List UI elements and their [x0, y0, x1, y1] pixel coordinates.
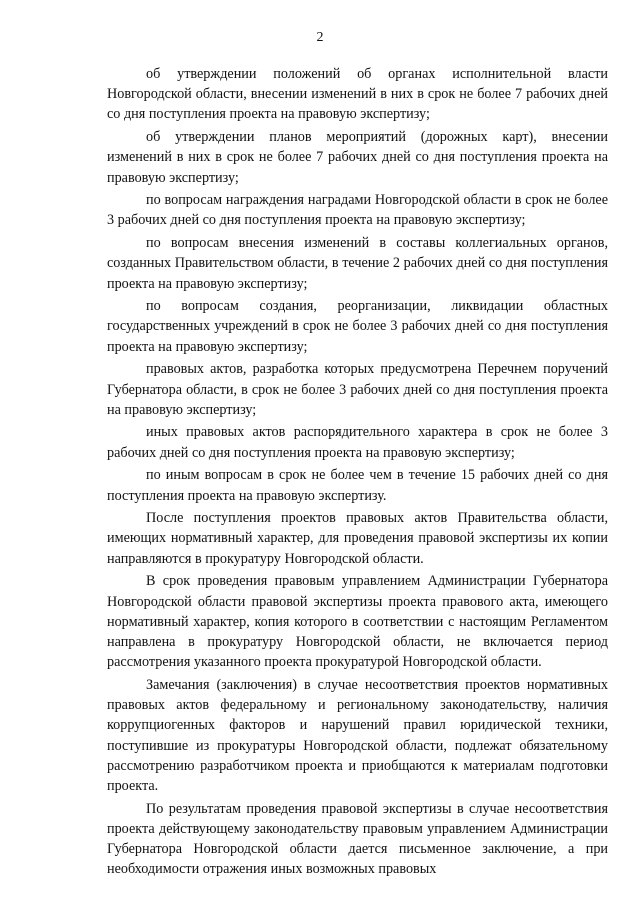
paragraph-written-conclusion: По результатам проведения правовой экспертизы в случае несоответствия проекта действующему законодательству правовым управлением Администрации Губернатора Новгородской области дается письменное заключение, а при необходимости отражения иных возможных правовых: [107, 800, 608, 878]
document-body: [107, 64, 608, 879]
paragraph-state-institutions: по вопросам создания, реорганизации, ликвидации областных государственных учреждений в срок не более 3 рабочих дней со дня поступления проекта на правовую экспертизу;: [107, 298, 608, 355]
paragraph-roadmaps-approval: об утверждении планов мероприятий (дорожных карт), внесении изменений в них в срок не более 7 рабочих дней со дня поступления проекта на правовую экспертизу;: [107, 129, 608, 186]
paragraph-prosecutor-remarks: Замечания (заключения) в случае несоответствия проектов нормативных правовых актов федеральному и региональному законодательству, наличия коррупциогенных факторов и нарушений правил юридической техники, поступившие из прокуратуры Новгородской области, подлежат обязательному рассмотрению разработчиком проекта и приобщаются к материалам подготовки проекта.: [107, 676, 608, 794]
paragraph-collegial-bodies: по вопросам внесения изменений в составы коллегиальных органов, созданных Правительством области, в течение 2 рабочих дней со дня поступления проекта на правовую экспертизу;: [107, 235, 608, 292]
paragraph-awards: по вопросам награждения наградами Новгородской области в срок не более 3 рабочих дней со дня поступления проекта на правовую экспертизу;: [107, 192, 608, 229]
paragraph-review-period: В срок проведения правовым управлением Администрации Губернатора Новгородской области правовой экспертизы проекта правового акта, имеющего нормативный характер, копия которого в соответствии с настоящим Регламентом направлена в прокуратуру Новгородской области, не включается период рассмотрения указанного проекта прокуратурой Новгородской области.: [107, 573, 608, 671]
paragraph-positions-approval: об утверждении положений об органах исполнительной власти Новгородской области, внесении изменений в них в срок не более 7 рабочих дней со дня поступления проекта на правовую экспертизу;: [107, 66, 608, 123]
paragraph-administrative-acts: иных правовых актов распорядительного характера в срок не более 3 рабочих дней со дня поступления проекта на правовую экспертизу;: [107, 424, 608, 461]
paragraph-prosecutor-copies: После поступления проектов правовых актов Правительства области, имеющих нормативный характер, для проведения правовой экспертизы их копии направляются в прокуратуру Новгородской области.: [107, 510, 608, 567]
paragraph-other-matters: по иным вопросам в срок не более чем в течение 15 рабочих дней со дня поступления проекта на правовую экспертизу.: [107, 467, 608, 504]
page-number: 2: [316, 30, 324, 45]
paragraph-governor-instructions: правовых актов, разработка которых предусмотрена Перечнем поручений Губернатора области, в срок не более 3 рабочих дней со дня поступления проекта на правовую экспертизу;: [107, 361, 608, 418]
